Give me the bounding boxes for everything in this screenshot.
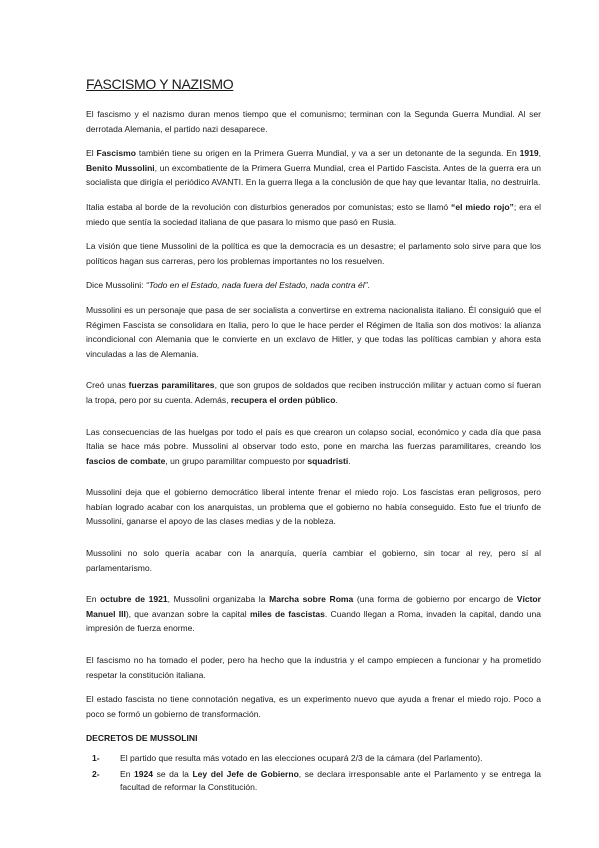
paragraph-miedo-rojo: Italia estaba al borde de la revolución con disturbios generados por comunistas; esto se llamó “el miedo rojo”; era el miedo que sentía la sociedad italiana de que pasara lo mismo que pasó en Rusia. [86, 201, 541, 227]
decretos-list [86, 752, 541, 795]
paragraph-parlamentarismo: Mussolini no solo quería acabar con la anarquía, quería cambiar el gobierno, sin tocar al rey, pero sí al parlamentarismo. [86, 548, 541, 573]
decretos-heading: DECRETOS DE MUSSOLINI [86, 733, 198, 744]
paragraph-consecuencias-huelgas: Las consecuencias de las huelgas por todo el país es que crearon un colapso social, económico y cada día que pasa Italia se hace más pobre. Mussolini al observar todo esto, pone en marcha las fuerzas paramilitares, creando los fascios de combate, un grupo paramilitar compuesto por squadristi. [86, 426, 541, 466]
list-item-text: El partido que resulta más votado en las elecciones ocupará 2/3 de la cámara (del Parlamento). [120, 753, 483, 764]
list-item-number: 1- [92, 753, 100, 764]
paragraph-personaje: Mussolini es un personaje que pasa de ser socialista a convertirse en extrema nacionalista italiano. Él consiguió que el Régimen Fascista se consolidara en Italia, pero lo que le hace perder el Régimen de Italia son dos motivos: la alianza incondicional con Alemania que le convierte en un exclavo de Hitler, y que todas las políticas cambian y ahora esta vinculadas a las de Alemania. [86, 304, 541, 359]
paragraph-estado-fascista: El estado fascista no tiene connotación negativa, es un experimento nuevo que ayuda a frenar el miedo rojo. Poco a poco se formó un gobierno de transformación. [86, 694, 541, 719]
document-title: FASCISMO Y NAZISMO [86, 76, 234, 92]
paragraph-vision-politica: La visión que tiene Mussolini de la política es que la democracia es un desastre; el parlamento solo sirve para que los políticos hagan sus carreras, pero los problemas importantes no los resuelven. [86, 241, 541, 266]
list-item: 2- En 1924 se da la Ley del Jefe de Gobierno, se declara irresponsable ante el Parlamento y se entrega la facultad de reformar la Constitución. [92, 768, 541, 793]
list-item [86, 752, 541, 766]
paragraph-fuerzas-paramilitares: Creó unas fuerzas paramilitares, que son grupos de soldados que reciben instrucción militar y actuan como si fueran la tropa, pero por su cuenta. Además, recupera el orden público. [86, 380, 541, 405]
paragraph-intro: El fascismo y el nazismo duran menos tiempo que el comunismo; terminan con la Segunda Guerra Mundial. Al ser derrotada Alemania, el partido nazi desaparece. [86, 109, 541, 134]
list-item-number: 2- [92, 768, 100, 779]
paragraph-marcha-sobre-roma: En octubre de 1921, Mussolini organizaba la Marcha sobre Roma (una forma de gobierno por encargo de Víctor Manuel III), que avanzan sobre la capital miles de fascistas. Cuando llegan a Roma, invaden la capital, dando una impresión de fuerza enorme. [86, 594, 541, 634]
paragraph-gobierno-liberal: Mussolini deja que el gobierno democrático liberal intente frenar el miedo rojo. Los fascistas eran peligrosos, pero habían logrado acabar con los anarquistas, un problema que el gobierno no había conseguido. Esto fue el triunfo de Mussolini, ganarse el apoyo de las clases medias y de la nobleza. [86, 487, 541, 527]
paragraph-toma-poder: El fascismo no ha tomado el poder, pero ha hecho que la industria y el campo empiecen a funcionar y ha prometido respetar la constitución italiana. [86, 655, 541, 680]
paragraph-fascismo-origen: El Fascismo también tiene su origen en la Primera Guerra Mundial, y va a ser un detonante de la segunda. En 1919, Benito Mussolini, un excombatiente de la Primera Guerra Mundial, crea el Partido Fascista. Antes de la guerra era un socialista que dirigía el periódico AVANTI. En la guerra llega a la conclusión de que hay que levantar Italia, no destruirla. [86, 148, 541, 188]
paragraph-cita-mussolini: Dice Mussolini: “Todo en el Estado, nada fuera del Estado, nada contra él”. [86, 280, 370, 291]
